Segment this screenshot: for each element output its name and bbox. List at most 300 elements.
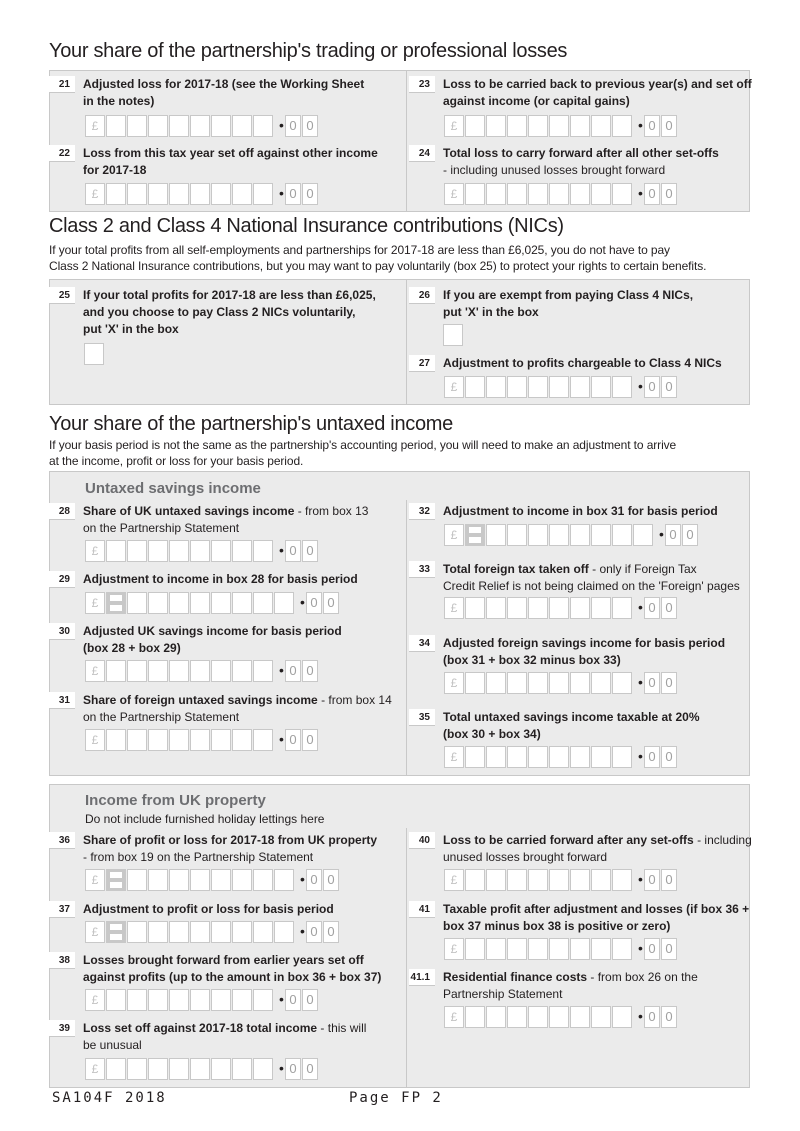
digit-cell <box>190 183 210 205</box>
digit-cell <box>486 597 506 619</box>
box-label-line: box 37 minus box 38 is positive or zero) <box>443 919 671 933</box>
digit-cell <box>528 183 548 205</box>
box-label <box>443 561 753 595</box>
digit-cell <box>211 869 231 891</box>
digit-cell <box>507 938 527 960</box>
box-label-bold: Share of foreign untaxed savings income <box>83 693 318 707</box>
pound-sign: £ <box>85 989 105 1011</box>
box-label-bold: Share of UK untaxed savings income <box>83 504 295 518</box>
box-label-line: unused losses brought forward <box>443 850 608 864</box>
box-label: Adjustment to income in box 31 for basis period <box>443 504 718 518</box>
digit-cell <box>211 921 231 943</box>
pence-cell: 0 <box>665 524 681 546</box>
box-label <box>443 76 753 110</box>
digit-cell <box>253 1058 273 1080</box>
pence-cell: 0 <box>285 660 301 682</box>
pence-cell: 0 <box>644 746 660 768</box>
digit-cell <box>549 597 569 619</box>
box-number: 33 <box>409 561 435 578</box>
digit-cell <box>127 115 147 137</box>
digit-cell <box>507 524 527 546</box>
page-number: Page FP 2 <box>349 1090 443 1106</box>
pence-cell: 0 <box>302 1058 318 1080</box>
decimal-point: • <box>300 594 305 610</box>
box-label <box>443 832 753 866</box>
digit-cell <box>106 729 126 751</box>
digit-cell <box>591 524 611 546</box>
box-label-line <box>83 503 393 520</box>
pound-sign: £ <box>85 115 105 137</box>
pence-cell: 0 <box>302 660 318 682</box>
box-label <box>83 503 393 537</box>
intro-line: at the income, profit or loss for your basis period. <box>49 454 304 468</box>
pence-cell: 0 <box>302 989 318 1011</box>
digit-cell <box>549 524 569 546</box>
digit-cell <box>253 660 273 682</box>
box-41-1-amount[interactable] <box>444 1006 678 1028</box>
digit-cell <box>570 115 590 137</box>
decimal-point: • <box>279 1060 284 1076</box>
digit-cell <box>106 660 126 682</box>
pence-cell: 0 <box>285 1058 301 1080</box>
digit-cell <box>486 115 506 137</box>
box-label-line: Partnership Statement <box>443 987 563 1001</box>
panel-divider <box>406 70 407 212</box>
pound-sign: £ <box>444 597 464 619</box>
box-number: 38 <box>49 952 75 969</box>
box-30-amount[interactable] <box>85 660 319 682</box>
digit-cell <box>612 746 632 768</box>
box-33-amount[interactable] <box>444 597 678 619</box>
box-label-rest: - only if Foreign Tax <box>588 562 697 576</box>
box-34-amount[interactable] <box>444 672 678 694</box>
intro-line: If your total profits from all self-employments and partnerships for 2017-18 are less than £6,025, you do not have to pay <box>49 243 670 257</box>
digit-cell <box>211 989 231 1011</box>
digit-cell <box>232 592 252 614</box>
pence-cell: 0 <box>302 729 318 751</box>
box-label-line: be unusual <box>83 1038 142 1052</box>
box-number: 40 <box>409 832 435 849</box>
pound-sign: £ <box>444 376 464 398</box>
digit-cell <box>486 183 506 205</box>
box-label-line: Adjusted foreign savings income for basis period <box>443 636 726 650</box>
digit-cell <box>127 989 147 1011</box>
digit-cell <box>486 869 506 891</box>
digit-cell <box>106 989 126 1011</box>
box-number: 30 <box>49 623 75 640</box>
box-25-checkbox[interactable] <box>84 343 104 365</box>
pence-cell: 0 <box>661 376 677 398</box>
digit-cell <box>211 115 231 137</box>
digit-cell <box>528 869 548 891</box>
pence-cell: 0 <box>302 183 318 205</box>
digit-cell <box>106 540 126 562</box>
digit-cell <box>465 1006 485 1028</box>
digit-cell <box>507 115 527 137</box>
box-label-rest: - this will <box>317 1021 367 1035</box>
box-number: 26 <box>409 287 435 304</box>
section-title-losses: Your share of the partnership's trading or professional losses <box>49 40 568 62</box>
digit-cell <box>612 524 632 546</box>
digit-cell <box>591 597 611 619</box>
box-number: 27 <box>409 355 435 372</box>
digit-cell <box>570 869 590 891</box>
digit-cell <box>148 540 168 562</box>
digit-cell <box>169 115 189 137</box>
intro-line: Class 2 National Insurance contributions, but you may want to pay voluntarily (box 25) to protect your rights to certain benefits. <box>49 259 707 273</box>
digit-cell <box>148 989 168 1011</box>
digit-cell <box>253 115 273 137</box>
digit-cell <box>232 660 252 682</box>
digit-cell <box>549 183 569 205</box>
box-37-amount[interactable] <box>85 921 340 943</box>
digit-cell <box>591 183 611 205</box>
digit-cell <box>549 869 569 891</box>
box-22-amount[interactable] <box>85 183 319 205</box>
box-number: 41.1 <box>409 969 435 986</box>
digit-cell <box>570 597 590 619</box>
digit-cell <box>253 183 273 205</box>
box-label-line: Total loss to carry forward after all other set-offs <box>443 146 719 160</box>
digit-cell <box>190 660 210 682</box>
digit-cell <box>190 869 210 891</box>
digit-cell <box>486 938 506 960</box>
box-label <box>83 623 393 657</box>
decimal-point: • <box>300 923 305 939</box>
pence-cell: 0 <box>661 597 677 619</box>
digit-cell <box>612 183 632 205</box>
digit-cell <box>549 938 569 960</box>
digit-cell <box>190 729 210 751</box>
pence-cell: 0 <box>285 115 301 137</box>
pence-cell: 0 <box>323 921 339 943</box>
box-label <box>443 635 753 669</box>
digit-cell <box>528 746 548 768</box>
box-label-line: Losses brought forward from earlier years set off <box>83 953 364 967</box>
digit-cell <box>253 989 273 1011</box>
pence-cell: 0 <box>644 597 660 619</box>
digit-cell <box>148 592 168 614</box>
digit-cell <box>169 660 189 682</box>
digit-cell <box>106 183 126 205</box>
pound-sign: £ <box>444 672 464 694</box>
panel-divider <box>406 279 407 405</box>
box-27-amount[interactable] <box>444 376 678 398</box>
pence-cell: 0 <box>661 672 677 694</box>
digit-cell <box>148 921 168 943</box>
digit-cell <box>570 938 590 960</box>
digit-cell <box>169 989 189 1011</box>
digit-cell <box>465 115 485 137</box>
digit-cell <box>549 1006 569 1028</box>
digit-cell <box>465 376 485 398</box>
box-label: Adjustment to profit or loss for basis period <box>83 902 334 916</box>
digit-cell <box>612 115 632 137</box>
digit-cell <box>232 1058 252 1080</box>
pence-cell: 0 <box>661 746 677 768</box>
digit-cell <box>169 540 189 562</box>
pence-cell: 0 <box>285 183 301 205</box>
digit-cell <box>232 183 252 205</box>
pence-cell: 0 <box>285 729 301 751</box>
digit-cell <box>549 672 569 694</box>
digit-cell <box>528 376 548 398</box>
pence-cell: 0 <box>644 938 660 960</box>
box-number: 29 <box>49 571 75 588</box>
digit-cell <box>528 1006 548 1028</box>
decimal-point: • <box>279 542 284 558</box>
pound-sign: £ <box>444 524 464 546</box>
minus-sign-cell <box>106 921 126 943</box>
pound-sign: £ <box>444 746 464 768</box>
digit-cell <box>253 592 273 614</box>
section-title-nics: Class 2 and Class 4 National Insurance contributions (NICs) <box>49 215 564 237</box>
box-36-amount[interactable] <box>85 869 340 891</box>
decimal-point: • <box>300 871 305 887</box>
box-29-amount[interactable] <box>85 592 340 614</box>
pence-cell: 0 <box>644 183 660 205</box>
pound-sign: £ <box>85 921 105 943</box>
box-label-line: put 'X' in the box <box>443 305 539 319</box>
pence-cell: 0 <box>306 921 322 943</box>
digit-cell <box>570 746 590 768</box>
pence-cell: 0 <box>661 869 677 891</box>
decimal-point: • <box>279 185 284 201</box>
box-number: 32 <box>409 503 435 520</box>
digit-cell <box>211 1058 231 1080</box>
digit-cell <box>253 921 273 943</box>
pence-cell: 0 <box>644 869 660 891</box>
box-number: 28 <box>49 503 75 520</box>
box-label-line: Loss from this tax year set off against other income <box>83 146 378 160</box>
box-label-line <box>83 1020 393 1037</box>
digit-cell <box>507 1006 527 1028</box>
box-26-checkbox[interactable] <box>443 324 463 346</box>
digit-cell <box>612 869 632 891</box>
digit-cell <box>591 672 611 694</box>
box-number: 31 <box>49 692 75 709</box>
pence-cell: 0 <box>306 869 322 891</box>
box-number: 24 <box>409 145 435 162</box>
digit-cell <box>148 183 168 205</box>
digit-cell <box>106 115 126 137</box>
box-label-line: Total untaxed savings income taxable at 20% <box>443 710 700 724</box>
digit-cell <box>127 729 147 751</box>
box-label-rest: - from box 14 <box>317 693 392 707</box>
digit-cell <box>253 869 273 891</box>
box-label-line: and you choose to pay Class 2 NICs voluntarily, <box>83 305 356 319</box>
digit-cell <box>528 938 548 960</box>
digit-cell <box>612 1006 632 1028</box>
pence-cell: 0 <box>661 1006 677 1028</box>
decimal-point: • <box>638 871 643 887</box>
digit-cell <box>127 921 147 943</box>
digit-cell <box>591 1006 611 1028</box>
digit-cell <box>169 1058 189 1080</box>
digit-cell <box>274 921 294 943</box>
digit-cell <box>169 183 189 205</box>
box-number: 41 <box>409 901 435 918</box>
box-label-bold: Total foreign tax taken off <box>443 562 589 576</box>
pence-cell: 0 <box>644 672 660 694</box>
digit-cell <box>148 1058 168 1080</box>
box-21-amount[interactable] <box>85 115 319 137</box>
pence-cell: 0 <box>644 1006 660 1028</box>
box-label-line <box>443 561 753 578</box>
digit-cell <box>633 524 653 546</box>
digit-cell <box>169 729 189 751</box>
digit-cell <box>253 729 273 751</box>
decimal-point: • <box>659 526 664 542</box>
minus-sign-cell <box>106 592 126 614</box>
pound-sign: £ <box>85 592 105 614</box>
box-label <box>443 145 753 179</box>
box-24-amount[interactable] <box>444 183 678 205</box>
digit-cell <box>549 115 569 137</box>
digit-cell <box>232 540 252 562</box>
digit-cell <box>127 183 147 205</box>
box-label-bold: Loss set off against 2017-18 total income <box>83 1021 318 1035</box>
box-label-line: Adjusted loss for 2017-18 (see the Working Sheet <box>83 77 365 91</box>
digit-cell <box>486 672 506 694</box>
minus-sign-cell <box>465 524 485 546</box>
decimal-point: • <box>279 991 284 1007</box>
digit-cell <box>570 672 590 694</box>
digit-cell <box>127 660 147 682</box>
digit-cell <box>570 376 590 398</box>
box-number: 21 <box>49 76 75 93</box>
digit-cell <box>486 746 506 768</box>
digit-cell <box>232 869 252 891</box>
box-31-amount[interactable] <box>85 729 319 751</box>
box-38-amount[interactable] <box>85 989 319 1011</box>
box-28-amount[interactable] <box>85 540 319 562</box>
digit-cell <box>549 376 569 398</box>
box-label <box>83 832 393 866</box>
digit-cell <box>211 729 231 751</box>
digit-cell <box>127 869 147 891</box>
digit-cell <box>549 746 569 768</box>
pound-sign: £ <box>85 660 105 682</box>
box-label <box>83 76 393 110</box>
box-label-line: in the notes) <box>83 94 155 108</box>
digit-cell <box>570 1006 590 1028</box>
digit-cell <box>148 115 168 137</box>
box-label <box>83 692 393 726</box>
box-label-rest: - from box 26 on the <box>587 970 698 984</box>
decimal-point: • <box>638 940 643 956</box>
box-32-amount[interactable] <box>444 524 699 546</box>
minus-sign-cell <box>106 869 126 891</box>
box-23-amount[interactable] <box>444 115 678 137</box>
box-label <box>83 145 393 179</box>
pound-sign: £ <box>444 938 464 960</box>
decimal-point: • <box>279 662 284 678</box>
box-label: Adjustment to profits chargeable to Class 4 NICs <box>443 356 722 370</box>
digit-cell <box>507 746 527 768</box>
pound-sign: £ <box>85 869 105 891</box>
decimal-point: • <box>638 378 643 394</box>
pound-sign: £ <box>85 540 105 562</box>
digit-cell <box>507 597 527 619</box>
digit-cell <box>612 672 632 694</box>
digit-cell <box>507 376 527 398</box>
digit-cell <box>486 524 506 546</box>
digit-cell <box>232 729 252 751</box>
digit-cell <box>274 592 294 614</box>
pence-cell: 0 <box>644 376 660 398</box>
box-label-line: Share of profit or loss for 2017-18 from UK property <box>83 833 378 847</box>
digit-cell <box>507 869 527 891</box>
digit-cell <box>465 597 485 619</box>
digit-cell <box>591 869 611 891</box>
digit-cell <box>148 660 168 682</box>
box-label: Adjustment to income in box 28 for basis period <box>83 572 358 586</box>
digit-cell <box>507 183 527 205</box>
box-label-line: (box 28 + box 29) <box>83 641 181 655</box>
pence-cell: 0 <box>306 592 322 614</box>
pence-cell: 0 <box>682 524 698 546</box>
digit-cell <box>591 115 611 137</box>
box-39-amount[interactable] <box>85 1058 319 1080</box>
box-label-line <box>83 692 393 709</box>
box-label-line <box>443 832 753 849</box>
decimal-point: • <box>638 674 643 690</box>
box-label-line: If your total profits for 2017-18 are less than £6,025, <box>83 288 376 302</box>
box-41-amount[interactable] <box>444 938 678 960</box>
digit-cell <box>148 729 168 751</box>
digit-cell <box>127 592 147 614</box>
digit-cell <box>211 183 231 205</box>
box-number: 23 <box>409 76 435 93</box>
digit-cell <box>612 597 632 619</box>
box-label-line: (box 30 + box 34) <box>443 727 541 741</box>
panel-divider <box>406 828 407 1088</box>
digit-cell <box>528 115 548 137</box>
digit-cell <box>190 540 210 562</box>
box-label <box>83 287 393 338</box>
box-label-line: - from box 19 on the Partnership Statement <box>83 850 314 864</box>
box-40-amount[interactable] <box>444 869 678 891</box>
digit-cell <box>232 989 252 1011</box>
box-label <box>443 709 753 743</box>
box-label <box>443 287 753 321</box>
box-label-line: Taxable profit after adjustment and losses (if box 36 + <box>443 902 750 916</box>
digit-cell <box>591 938 611 960</box>
digit-cell <box>528 597 548 619</box>
box-label-line: against income (or capital gains) <box>443 94 630 108</box>
pence-cell: 0 <box>285 989 301 1011</box>
digit-cell <box>148 869 168 891</box>
digit-cell <box>190 989 210 1011</box>
box-label-rest: - from box 13 <box>294 504 369 518</box>
pound-sign: £ <box>85 729 105 751</box>
digit-cell <box>169 921 189 943</box>
digit-cell <box>507 672 527 694</box>
intro-line: If your basis period is not the same as the partnership's accounting period, you will need to make an adjustment to arrive <box>49 438 677 452</box>
box-label-line: for 2017-18 <box>83 163 147 177</box>
section-title-untaxed: Your share of the partnership's untaxed income <box>49 413 453 435</box>
digit-cell <box>465 183 485 205</box>
decimal-point: • <box>638 599 643 615</box>
pound-sign: £ <box>85 183 105 205</box>
box-35-amount[interactable] <box>444 746 678 768</box>
digit-cell <box>465 869 485 891</box>
digit-cell <box>486 376 506 398</box>
pence-cell: 0 <box>661 183 677 205</box>
savings-heading: Untaxed savings income <box>85 480 261 497</box>
digit-cell <box>591 746 611 768</box>
